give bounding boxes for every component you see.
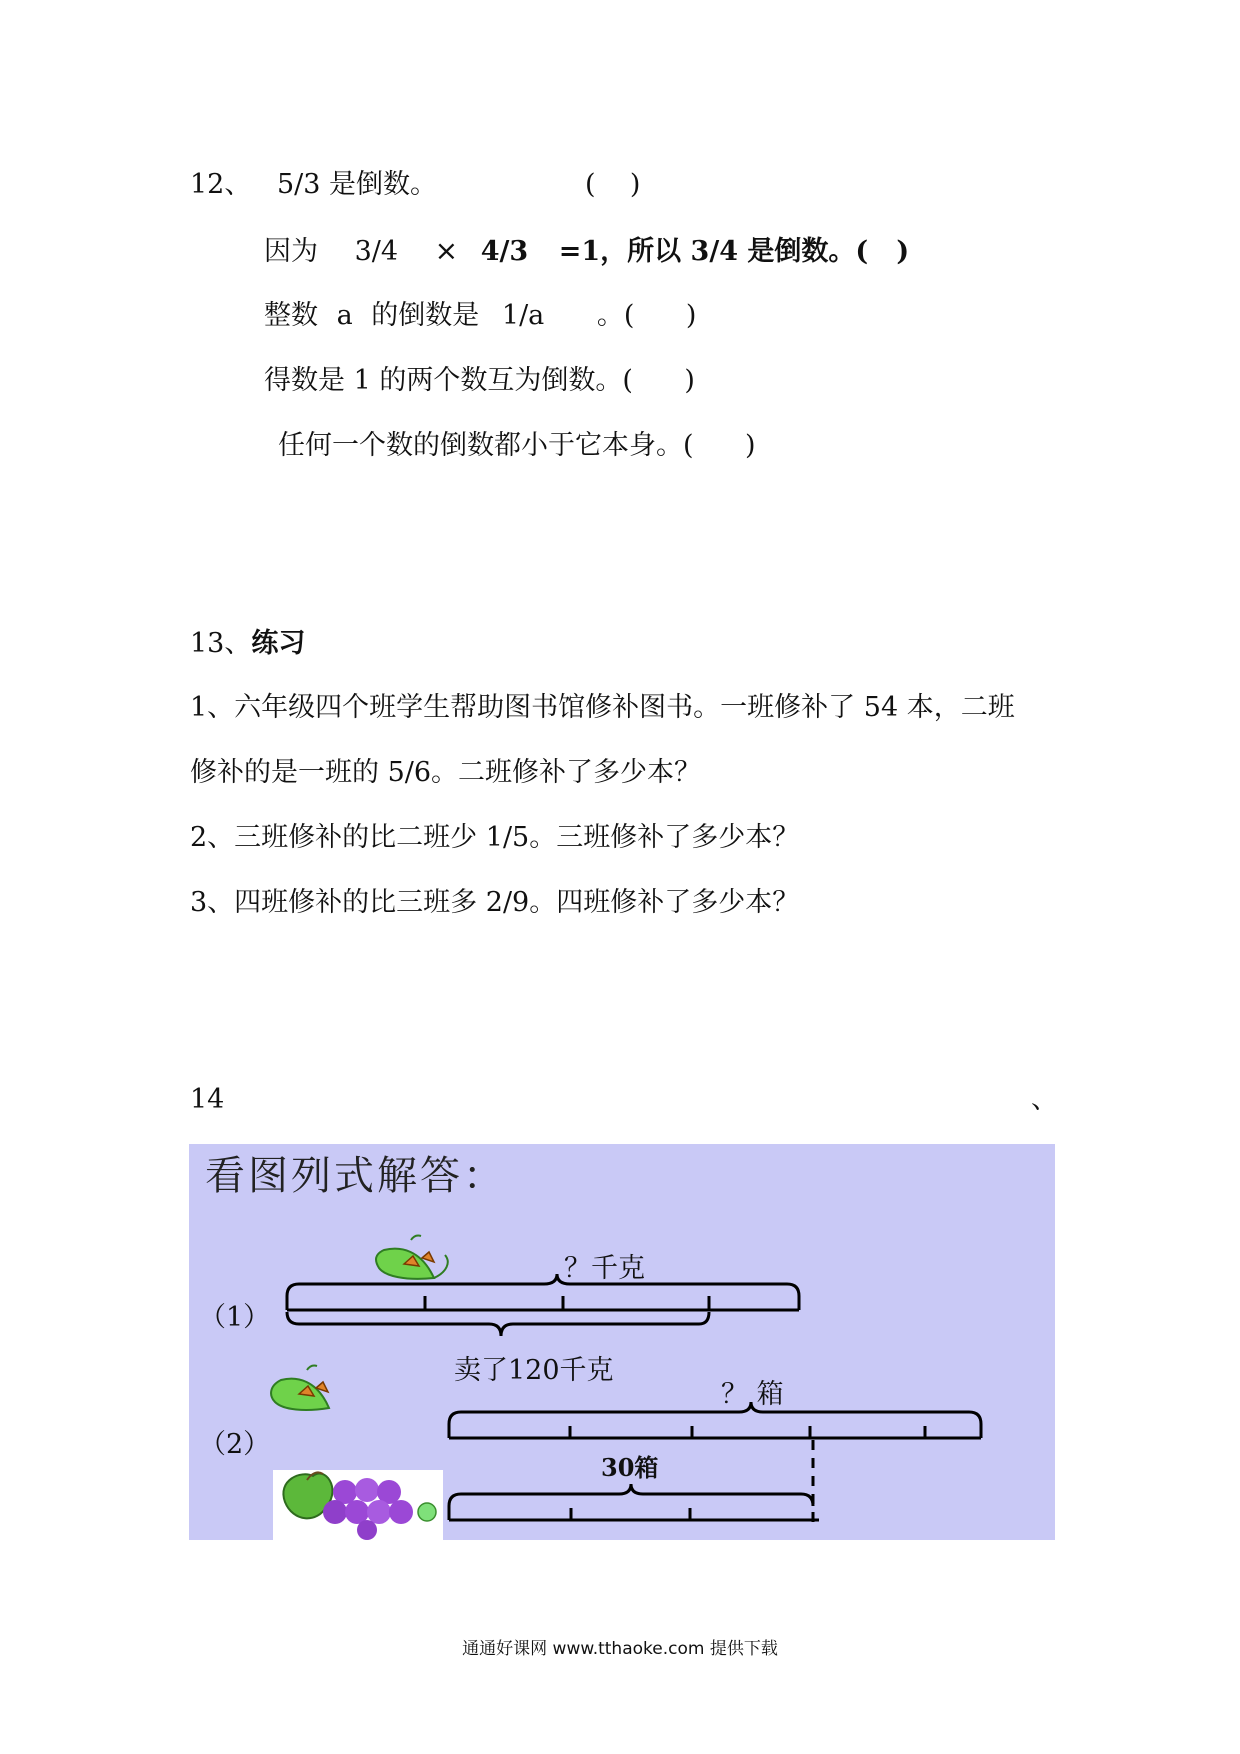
q13-title: 练习 <box>251 628 306 659</box>
q13-number: 13、 <box>190 628 252 659</box>
q12-statement-3 <box>264 302 696 329</box>
footer-credit: 通通好课网 www.tthaoke.com 提供下载 <box>462 1639 778 1659</box>
q12-s3-reciprocal-is: 的倒数是 <box>371 300 480 331</box>
top-brace-2 <box>449 1402 981 1424</box>
q12-s2-fraction-b: 4/3 <box>480 236 529 267</box>
q13-problem-1b: 修补的是一班的 5/6。二班修补了多少本？ <box>190 757 702 788</box>
part-2-label: （2） <box>199 1429 271 1460</box>
q12-answer-blank-1[interactable]: ( ) <box>585 169 641 200</box>
q12-statement-4: 得数是 1 的两个数互为倒数。( ) <box>264 365 695 396</box>
q14-figure <box>189 1144 1055 1540</box>
q12-s3-integer: 整数 <box>264 300 318 331</box>
grapes-icon <box>273 1470 443 1540</box>
bottom-brace-1 <box>287 1312 709 1336</box>
q12-statement-1: 5/3 是倒数。 <box>277 169 438 200</box>
q12-s2-conclusion: =1，所以 3/4 是倒数。( ) <box>558 236 910 267</box>
part-2-given: 30箱 <box>601 1453 659 1482</box>
q14-number: 14 <box>190 1084 225 1115</box>
q12-s3-variable: a <box>336 300 353 331</box>
q12-s2-because: 因为 <box>264 236 318 267</box>
q12-s3-value: 1/a <box>501 300 545 331</box>
q14-mark: 、 <box>1031 1084 1058 1115</box>
q12-statement-2 <box>264 234 910 267</box>
q13-problem-2: 2、三班修补的比二班少 1/5。三班修补了多少本？ <box>190 822 800 853</box>
q12-statement-5: 任何一个数的倒数都小于它本身。( ) <box>278 430 756 461</box>
pear-icon <box>271 1366 329 1411</box>
figure-title: 看图列式解答： <box>205 1153 506 1199</box>
q13-problem-1a: 1、六年级四个班学生帮助图书馆修补图书。一班修补了 54 本，二班 <box>190 692 1015 723</box>
top-brace-1 <box>287 1274 799 1296</box>
q12-s2-fraction-a: 3/4 <box>354 236 399 267</box>
q12-answer-blank-3[interactable]: 。( ) <box>596 300 697 331</box>
q13-problem-3: 3、四班修补的比三班多 2/9。四班修补了多少本？ <box>190 887 800 918</box>
part-1-label: （1） <box>199 1302 271 1333</box>
q12-number: 12、 <box>190 169 252 200</box>
part-1-question: ？千克 <box>564 1253 645 1284</box>
times-sign: × <box>434 234 459 267</box>
part-1-sold: 卖了120千克 <box>454 1355 614 1386</box>
brace-30 <box>449 1484 813 1506</box>
pear-icon <box>376 1236 448 1279</box>
part-2-question: ？ 箱 <box>721 1379 784 1410</box>
q13-heading <box>190 630 305 657</box>
